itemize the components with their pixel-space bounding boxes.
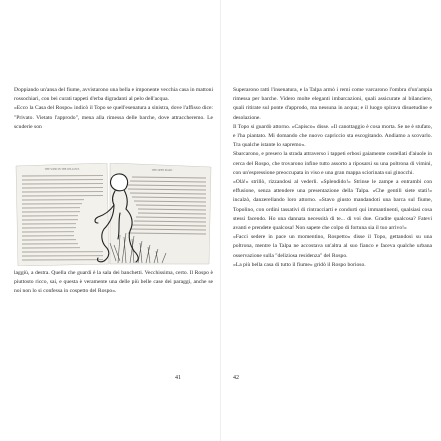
paragraph: Il Topo si guardò attorno. «Capisco» disse. «Il canottaggio è cosa morta. Se ne è stufato, e l'ha piantato. Mi domando che nuovo capriccio sta escogitando. Andiamo a scovarlo. Tra qualche istante lo sapremo». <box>233 123 432 149</box>
right-page-text <box>233 86 432 270</box>
illustration <box>14 163 213 266</box>
paragraph: Doppiando un'ansa del fiume, avvistarono una bella e imponente vecchia casa in mattoni rossochiari, con bei curati tappeti d'erba digradanti al pelo dell'acqua. <box>14 87 213 103</box>
illustration-header-right: THE OPEN ROAD <box>151 169 173 172</box>
left-page <box>0 0 220 441</box>
paragraph: «Facci sedere in pace un momentino, Rospetto» disse il Topo, gettandosi su una poltrona, mentre la Talpa ne accostava un'altra al suo fianco e faceva qualche urbana osservazione sulla "deliziosa residenza" del Rospo. <box>233 234 432 259</box>
paragraph: «Olà!» strillò, rizzandosi al vederli. «Splendido!» Strinse le zampe a entrambi con effusione, senza attendere una presentazione della Talpa. «Che gentili siete stati!» incalzò, danzerellando loro attorno. «Stavo giusto mandandoti una barca sul fiume, Topolino, con ordini tassativi di rintracciarti e condurti qui immantinenti, qualsiasi cosa stessi facendo. Ho una dannata necessità di te... di voi due. Gradite qualcosa? Fatevi avanti e prendete qualcosa! Non sapete che colpo di fortuna sia il tuo arrivo!» <box>233 179 432 232</box>
paragraph: «La più bella casa di tutto il fiume» gridò il Rospo borioso. <box>233 261 366 268</box>
paragraph: Sbarcarono, e presero la strada attraverso i tappeti erbosi gaiamente costellati d'aiuole in cerca del Rospo, che trovarono infine tutto assorto a riposarsi su una poltrona di vimini, con un'espressione preoccupata in viso e una gran mappa sciorinata sui ginocchi. <box>233 151 432 176</box>
right-page <box>221 0 441 441</box>
illustration-header-left: THE WIND IN THE WILLOWS <box>44 168 80 171</box>
paragraph: «Ecco la Casa del Rospo» indicò il Topo se quell'esenatura a sinistra, dove l'affisso dice: "Privato. Vietato l'approdo", mena alla rimessa delle barche, dove attraccheremo. Le scuderie son <box>14 105 213 130</box>
page-number-left: 41 <box>175 375 181 381</box>
book-page-left-illustration <box>16 163 109 266</box>
paragraph: laggiù, a destra. Quella che guardi è la sala dei banchetti. Vecchissima, certo. Il Rospo è piuttosto ricco, sai, e questa è veramente una delle più belle case dei paraggi, anche se noi non lo si confessa in cospetto del Rospo». <box>14 270 213 295</box>
page-number-right: 42 <box>233 375 239 381</box>
left-page-bottom-text <box>14 269 213 297</box>
left-page-top-text <box>14 86 213 132</box>
paragraph: Superarono ratti l'insenatura, e la Talpa armò i remi come varcarono l'ombra d'un'ampia rimessa per barche. Videro molte eleganti imbarcazioni, quali assicurate al bilanciere, quali ritirate sul ponte d'approdo, ma nessuna in acqua; e il luogo spirava disuetudine e desolazione. <box>233 87 432 121</box>
